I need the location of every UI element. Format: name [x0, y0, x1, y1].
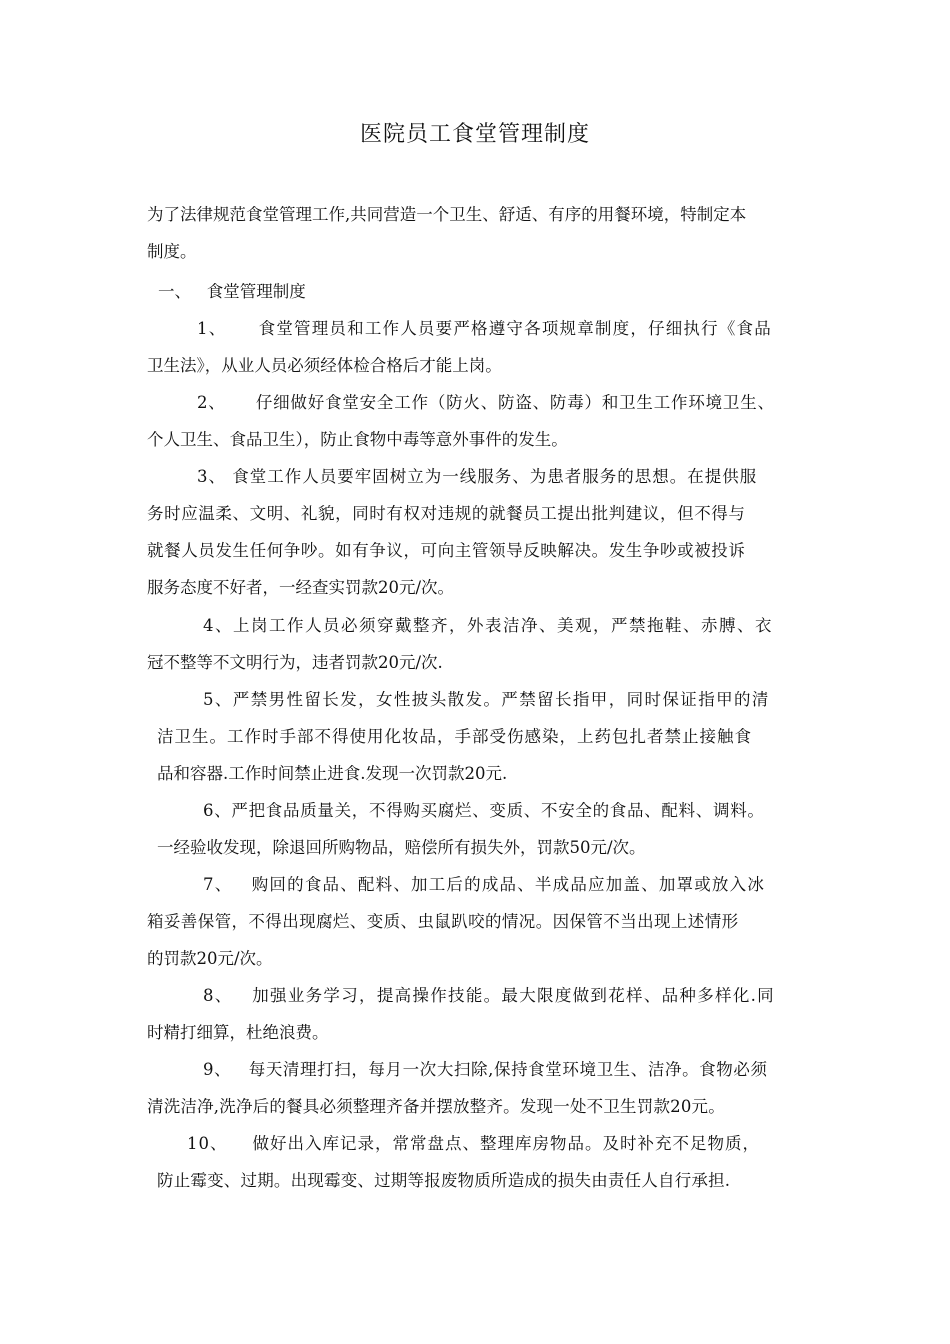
rule-line: 一经验收发现，除退回所购物品，赔偿所有损失外，罚款50元/次。 — [157, 838, 646, 857]
document-title: 医院员工食堂管理制度 — [359, 122, 590, 147]
rule-item-10 — [147, 1125, 822, 1199]
rule-line: 7、 购回的食品、配料、加工后的成品、半成品应加盖、加罩或放入冰 — [203, 875, 766, 894]
rule-line: 箱妥善保管，不得出现腐烂、变质、虫鼠趴咬的情况。因保管不当出现上述情形 — [147, 912, 739, 931]
rule-line: 清洗洁净,洗净后的餐具必须整理齐备并摆放整齐。发现一处不卫生罚款20元。 — [147, 1097, 725, 1116]
rule-line: 个人卫生、食品卫生），防止食物中毒等意外事件的发生。 — [147, 430, 568, 449]
rule-line: 10、 做好出入库记录，常常盘点、整理库房物品。及时补充不足物质， — [187, 1134, 760, 1153]
rule-line: 4、上岗工作人员必须穿戴整齐，外表洁净、美观，严禁拖鞋、赤膊、衣 — [203, 616, 773, 635]
rule-line: 洁卫生。工作时手部不得使用化妆品，手部受伤感染，上药包扎者禁止接触食 — [157, 727, 752, 746]
intro-paragraph — [147, 196, 822, 270]
intro-line: 制度。 — [147, 242, 197, 261]
rule-item-4 — [147, 607, 822, 681]
rule-line: 冠不整等不文明行为，违者罚款20元/次. — [147, 653, 443, 672]
intro-line: 为了法律规范食堂管理工作,共同营造一个卫生、舒适、有序的用餐环境，特制定本 — [147, 205, 747, 224]
section-heading: 一、 食堂管理制度 — [158, 282, 306, 301]
rule-item-3 — [147, 458, 822, 606]
rule-line: 3、 食堂工作人员要牢固树立为一线服务、为患者服务的思想。在提供服 — [197, 467, 758, 486]
rule-line: 2、 仔细做好食堂安全工作（防火、防盗、防毒）和卫生工作环境卫生、 — [197, 393, 775, 412]
rule-line: 的罚款20元/次。 — [147, 949, 273, 968]
rule-line: 5、严禁男性留长发，女性披头散发。严禁留长指甲，同时保证指甲的清 — [203, 690, 770, 709]
rule-item-8 — [147, 977, 822, 1051]
rule-item-2 — [147, 384, 822, 458]
rule-line: 就餐人员发生任何争吵。如有争议，可向主管领导反映解决。发生争吵或被投诉 — [147, 541, 746, 560]
rule-item-1 — [147, 310, 822, 384]
rule-item-6 — [147, 792, 822, 866]
rule-line: 防止霉变、过期。出现霉变、过期等报废物质所造成的损失由责任人自行承担. — [157, 1171, 731, 1190]
rule-line: 1、 食堂管理员和工作人员要严格遵守各项规章制度，仔细执行《食品 — [197, 319, 772, 338]
rule-line: 品和容器.工作时间禁止进食.发现一次罚款20元. — [157, 764, 508, 783]
rule-item-7 — [147, 866, 822, 977]
rule-item-9 — [147, 1051, 822, 1125]
rule-item-5 — [147, 681, 822, 792]
rule-line: 务时应温柔、文明、礼貌，同时有权对违规的就餐员工提出批判建议，但不得与 — [147, 504, 746, 523]
rule-line: 8、 加强业务学习，提高操作技能。最大限度做到花样、品种多样化.同 — [203, 986, 775, 1005]
rule-line: 卫生法》，从业人员必须经体检合格后才能上岗。 — [147, 356, 502, 375]
rule-line: 时精打细算，杜绝浪费。 — [147, 1023, 329, 1042]
rule-line: 6、严把食品质量关，不得购买腐烂、变质、不安全的食品、配料、调料。 — [203, 801, 765, 820]
rule-line: 服务态度不好者，一经查实罚款20元/次。 — [147, 578, 455, 597]
rule-line: 9、 每天清理打扫，每月一次大扫除,保持食堂环境卫生、洁净。食物必须 — [203, 1060, 768, 1079]
